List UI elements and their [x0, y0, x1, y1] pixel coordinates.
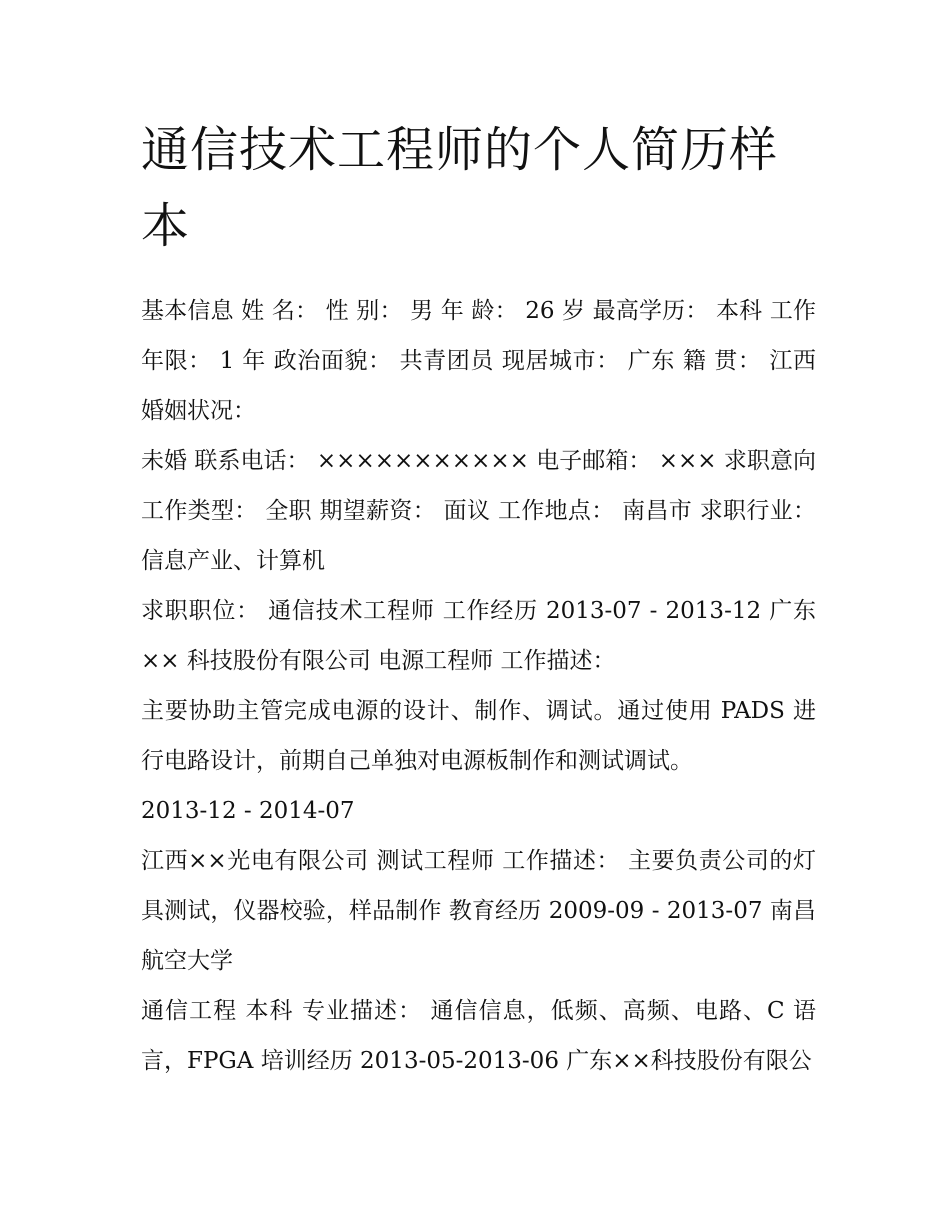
document-title: 通信技术工程师的个人简历样本: [141, 122, 779, 254]
document-page: [141, 112, 816, 1086]
paragraph-work-history-1: 求职职位： 通信技术工程师 工作经历 2013-07 - 2013-12 广东×× 科技股份有限公司 电源工程师 工作描述：: [141, 598, 816, 674]
paragraph-work-dates-2: 2013-12 - 2014-07: [141, 798, 355, 824]
paragraph-education-training: 通信工程 本科 专业描述： 通信信息，低频、高频、电路、C 语言，FPGA 培训经历 2013-05-2013-06 广东××科技股份有限公: [141, 998, 816, 1074]
paragraph-contact-intent: 未婚 联系电话： ××××××××××× 电子邮箱： ××× 求职意向 工作类型： 全职 期望薪资： 面议 工作地点： 南昌市 求职行业： 信息产业、计算机: [141, 448, 816, 574]
paragraph-basic-info: 基本信息 姓 名： 性 别： 男 年 龄： 26 岁 最高学历： 本科 工作年限： 1 年 政治面貌： 共青团员 现居城市： 广东 籍 贯： 江西 婚姻状况：: [141, 298, 816, 424]
document-body: [141, 286, 816, 1086]
paragraph-work-history-2: 江西××光电有限公司 测试工程师 工作描述： 主要负责公司的灯具测试，仪器校验，样品制作 教育经历 2009-09 - 2013-07 南昌航空大学: [141, 848, 816, 974]
paragraph-work-description-1: 主要协助主管完成电源的设计、制作、调试。通过使用 PADS 进行电路设计，前期自己单独对电源板制作和测试调试。: [141, 698, 816, 774]
